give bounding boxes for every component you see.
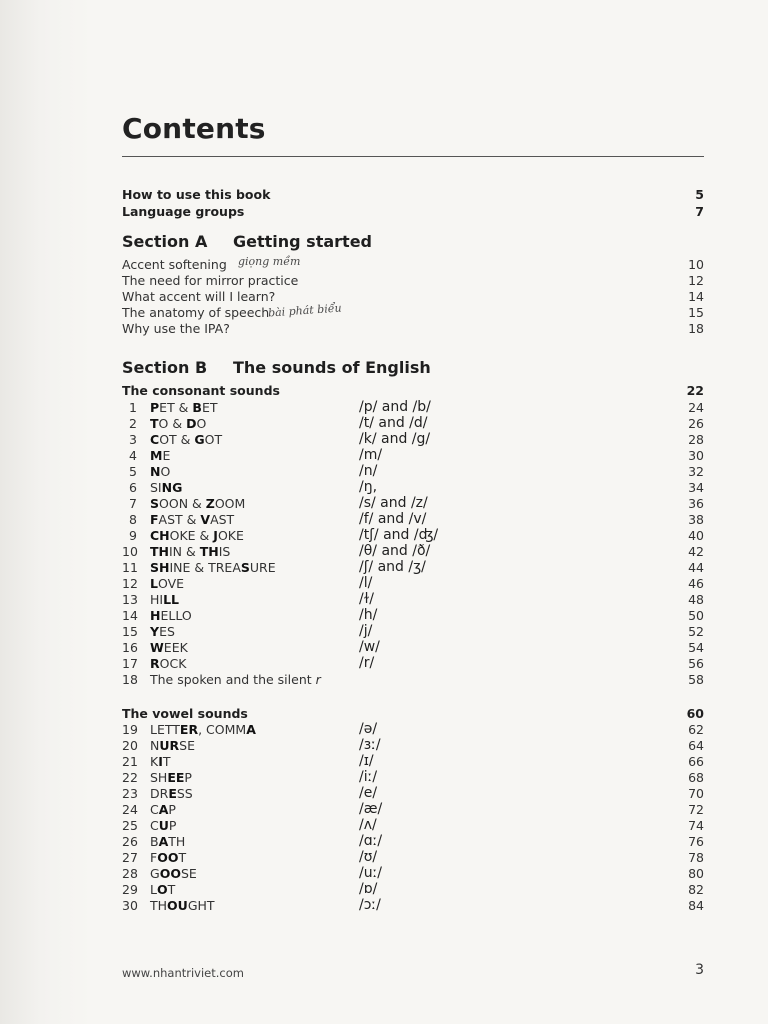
toc-entry[interactable] (122, 187, 704, 203)
entry-number: 3 (129, 432, 137, 447)
entry-ipa-symbol: /m/ (359, 447, 383, 463)
section-title: Getting started (233, 232, 372, 251)
section-title: The sounds of English (233, 358, 431, 377)
entry-number: 10 (122, 544, 138, 559)
entry-number: 8 (129, 512, 137, 527)
entry-page: 48 (688, 592, 704, 607)
entry-page: 26 (688, 416, 704, 431)
entry-number: 11 (122, 560, 138, 575)
entry-number: 12 (122, 576, 138, 591)
entry-number: 27 (122, 850, 138, 865)
subsection-heading-vowels[interactable] (122, 706, 704, 722)
toc-entry[interactable] (122, 204, 704, 220)
entry-page: 82 (688, 882, 704, 897)
entry-ipa-symbol: /f/ and /v/ (359, 511, 427, 527)
entry-keyword: THOUGHT (150, 898, 215, 913)
entry-keyword: SING (150, 480, 183, 495)
handwritten-note: giọng mềm (238, 255, 301, 268)
entry-page: 24 (688, 400, 704, 415)
entry-number: 15 (122, 624, 138, 639)
sound-entry[interactable] (122, 624, 704, 640)
entry-number: 1 (129, 400, 137, 415)
entry-keyword: KIT (150, 754, 171, 769)
entry-number: 22 (122, 770, 138, 785)
toc-entry-label: What accent will I learn? (122, 289, 276, 304)
sound-entry[interactable] (122, 882, 704, 898)
entry-keyword: WEEK (150, 640, 188, 655)
entry-keyword: LOT (150, 882, 176, 897)
entry-keyword: The spoken and the silent r (150, 672, 321, 687)
sound-entry[interactable] (122, 786, 704, 802)
sound-entry[interactable] (122, 656, 704, 672)
toc-entry-page: 10 (688, 257, 704, 272)
entry-number: 30 (122, 898, 138, 913)
subsection-page: 60 (686, 706, 704, 721)
entry-number: 2 (129, 416, 137, 431)
entry-ipa-symbol: /s/ and /z/ (359, 495, 428, 511)
entry-page: 76 (688, 834, 704, 849)
entry-ipa-symbol: /æ/ (359, 801, 383, 817)
toc-entry-page: 7 (695, 204, 704, 219)
sound-entry[interactable] (122, 818, 704, 834)
toc-entry-page: 15 (688, 305, 704, 320)
entry-ipa-symbol: /ə/ (359, 721, 378, 737)
toc-entry-label: Why use the IPA? (122, 321, 230, 336)
entry-keyword: FAST & VAST (150, 512, 235, 527)
entry-page: 62 (688, 722, 704, 737)
subsection-heading-consonants[interactable] (122, 383, 704, 399)
entry-number: 21 (122, 754, 138, 769)
handwritten-note: bài phát biểu (267, 301, 343, 320)
entry-page: 54 (688, 640, 704, 655)
toc-entry[interactable] (122, 305, 704, 321)
entry-page: 56 (688, 656, 704, 671)
entry-number: 28 (122, 866, 138, 881)
entry-ipa-symbol: /uː/ (359, 865, 383, 881)
entry-keyword: THIN & THIS (150, 544, 231, 559)
entry-keyword: BATH (150, 834, 186, 849)
entry-page: 74 (688, 818, 704, 833)
entry-number: 20 (122, 738, 138, 753)
sound-entry[interactable] (122, 866, 704, 882)
entry-number: 17 (122, 656, 138, 671)
sound-entry[interactable] (122, 754, 704, 770)
page-title: Contents (122, 112, 266, 145)
entry-page: 28 (688, 432, 704, 447)
entry-keyword: LOVE (150, 576, 185, 591)
title-underline (122, 156, 704, 157)
sound-entry[interactable] (122, 512, 704, 528)
entry-keyword: SHINE & TREASURE (150, 560, 276, 575)
entry-page: 40 (688, 528, 704, 543)
entry-ipa-symbol: /n/ (359, 463, 378, 479)
sound-entry[interactable] (122, 640, 704, 656)
entry-page: 30 (688, 448, 704, 463)
sound-entry[interactable] (122, 416, 704, 432)
entry-ipa-symbol: /ʊ/ (359, 849, 378, 865)
entry-page: 68 (688, 770, 704, 785)
entry-page: 42 (688, 544, 704, 559)
entry-keyword: PET & BET (150, 400, 218, 415)
entry-number: 26 (122, 834, 138, 849)
sound-entry[interactable] (122, 592, 704, 608)
sound-entry[interactable] (122, 738, 704, 754)
entry-keyword: ROCK (150, 656, 187, 671)
page-number: 3 (695, 962, 704, 978)
entry-ipa-symbol: /iː/ (359, 769, 378, 785)
entry-number: 9 (129, 528, 137, 543)
entry-number: 29 (122, 882, 138, 897)
footer-website[interactable]: www.nhantriviet.com (122, 966, 244, 980)
toc-entry-label: Accent softening (122, 257, 227, 272)
entry-keyword: CUP (150, 818, 177, 833)
entry-ipa-symbol: /ʌ/ (359, 817, 377, 833)
entry-number: 14 (122, 608, 138, 623)
entry-ipa-symbol: /ɜː/ (359, 737, 381, 753)
entry-ipa-symbol: /k/ and /g/ (359, 431, 431, 447)
entry-page: 58 (688, 672, 704, 687)
toc-entry[interactable] (122, 273, 704, 289)
toc-entry-page: 12 (688, 273, 704, 288)
entry-keyword: SOON & ZOOM (150, 496, 246, 511)
entry-page: 44 (688, 560, 704, 575)
sound-entry[interactable] (122, 448, 704, 464)
entry-keyword: LETTER, COMMA (150, 722, 256, 737)
entry-keyword: YES (150, 624, 175, 639)
entry-page: 70 (688, 786, 704, 801)
entry-keyword: NO (150, 464, 171, 479)
entry-page: 34 (688, 480, 704, 495)
sound-entry[interactable] (122, 544, 704, 560)
entry-page: 80 (688, 866, 704, 881)
entry-keyword: NURSE (150, 738, 195, 753)
entry-ipa-symbol: /θ/ and /ð/ (359, 543, 431, 559)
sound-entry[interactable] (122, 722, 704, 738)
entry-page: 78 (688, 850, 704, 865)
entry-page: 72 (688, 802, 704, 817)
sound-entry[interactable] (122, 802, 704, 818)
entry-page: 32 (688, 464, 704, 479)
entry-ipa-symbol: /ɫ/ (359, 591, 374, 607)
toc-entry-label: How to use this book (122, 187, 271, 202)
sound-entry[interactable] (122, 898, 704, 914)
sound-entry[interactable] (122, 608, 704, 624)
toc-entry-label: The need for mirror practice (122, 273, 299, 288)
toc-entry[interactable] (122, 321, 704, 337)
section-letter: Section B (122, 358, 208, 377)
entry-ipa-symbol: /p/ and /b/ (359, 399, 431, 415)
entry-keyword: ME (150, 448, 171, 463)
entry-ipa-symbol: /t/ and /d/ (359, 415, 428, 431)
sound-entry[interactable] (122, 432, 704, 448)
entry-number: 6 (129, 480, 137, 495)
section-letter: Section A (122, 232, 208, 251)
sound-entry[interactable] (122, 576, 704, 592)
sound-entry[interactable] (122, 672, 704, 688)
entry-number: 25 (122, 818, 138, 833)
entry-page: 46 (688, 576, 704, 591)
entry-keyword: SHEEP (150, 770, 192, 785)
sound-entry[interactable] (122, 560, 704, 576)
sound-entry[interactable] (122, 770, 704, 786)
entry-ipa-symbol: /e/ (359, 785, 378, 801)
sound-entry[interactable] (122, 834, 704, 850)
sound-entry[interactable] (122, 850, 704, 866)
entry-ipa-symbol: /ŋ, (359, 479, 378, 495)
entry-ipa-symbol: /w/ (359, 639, 380, 655)
entry-number: 24 (122, 802, 138, 817)
entry-number: 4 (129, 448, 137, 463)
entry-page: 66 (688, 754, 704, 769)
entry-keyword: DRESS (150, 786, 193, 801)
sound-entry[interactable] (122, 480, 704, 496)
entry-page: 64 (688, 738, 704, 753)
sound-entry[interactable] (122, 496, 704, 512)
entry-ipa-symbol: /l/ (359, 575, 373, 591)
entry-number: 5 (129, 464, 137, 479)
toc-entry-page: 5 (695, 187, 704, 202)
entry-keyword: HILL (150, 592, 180, 607)
entry-page: 50 (688, 608, 704, 623)
entry-number: 19 (122, 722, 138, 737)
entry-ipa-symbol: /ɒ/ (359, 881, 378, 897)
toc-entry[interactable] (122, 257, 704, 273)
entry-keyword: HELLO (150, 608, 192, 623)
toc-entry-label: Language groups (122, 204, 245, 219)
entry-ipa-symbol: /h/ (359, 607, 378, 623)
entry-page: 84 (688, 898, 704, 913)
entry-ipa-symbol: /j/ (359, 623, 373, 639)
entry-ipa-symbol: /ɑː/ (359, 833, 383, 849)
entry-page: 36 (688, 496, 704, 511)
sound-entry[interactable] (122, 528, 704, 544)
entry-number: 7 (129, 496, 137, 511)
entry-keyword: GOOSE (150, 866, 197, 881)
entry-page: 38 (688, 512, 704, 527)
entry-keyword: FOOT (150, 850, 187, 865)
toc-entry[interactable] (122, 289, 704, 305)
entry-ipa-symbol: /ɪ/ (359, 753, 374, 769)
entry-keyword: COT & GOT (150, 432, 223, 447)
entry-number: 16 (122, 640, 138, 655)
entry-number: 23 (122, 786, 138, 801)
subsection-label: The consonant sounds (122, 383, 280, 398)
subsection-label: The vowel sounds (122, 706, 248, 721)
entry-keyword: TO & DO (150, 416, 207, 431)
toc-entry-page: 18 (688, 321, 704, 336)
entry-ipa-symbol: /ɔː/ (359, 897, 381, 913)
entry-number: 13 (122, 592, 138, 607)
entry-ipa-symbol: /tʃ/ and /ʤ/ (359, 527, 439, 543)
entry-ipa-symbol: /ʃ/ and /ʒ/ (359, 559, 426, 575)
toc-entry-label: The anatomy of speech (122, 305, 270, 320)
sound-entry[interactable] (122, 400, 704, 416)
entry-number: 18 (122, 672, 138, 687)
subsection-page: 22 (686, 383, 704, 398)
entry-page: 52 (688, 624, 704, 639)
toc-entry-page: 14 (688, 289, 704, 304)
entry-ipa-symbol: /r/ (359, 655, 375, 671)
entry-keyword: CHOKE & JOKE (150, 528, 244, 543)
entry-keyword: CAP (150, 802, 176, 817)
sound-entry[interactable] (122, 464, 704, 480)
